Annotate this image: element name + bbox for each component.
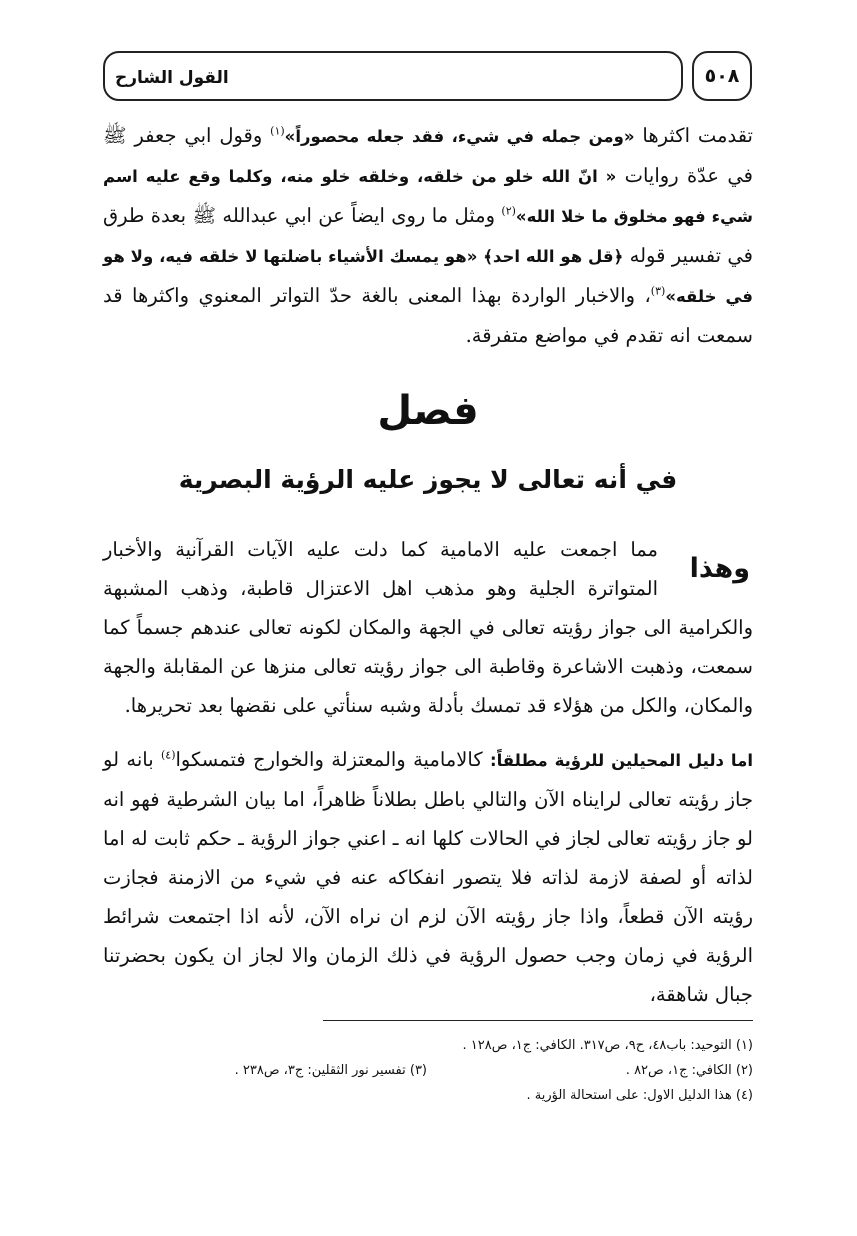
opening-word: وهذا	[689, 553, 750, 584]
text-run: تقدمت اكثرها	[634, 124, 753, 147]
footnote-ref: (١)	[270, 124, 285, 138]
footnote-4: (٤) هذا الدليل الاول: على استحالة الؤرية .	[526, 1088, 753, 1103]
text-run: ومثل ما روى ايضاً عن ابي عبدالله	[216, 204, 502, 227]
text-run: كالامامية والمعتزلة والخوارج فتمسكوا	[175, 748, 490, 771]
honorific-symbol: ﷺ	[192, 204, 217, 227]
argument-paragraph	[103, 740, 753, 1014]
text-run: بعدة طرق في تفسير قوله	[103, 204, 754, 267]
footnote-separator	[323, 1020, 753, 1021]
page-number: ٥٠٨	[704, 65, 740, 87]
footnote-3: (٣) تفسير نور الثقلين: ج٣، ص٢٣٨ .	[234, 1063, 427, 1078]
quran-and-hadith-quote: ﴿قل هو الله احد﴾ «هو يمسك الأشياء باضلتها لا خلقه فيه، ولا هو في خلقه»	[103, 247, 753, 306]
section-heading: فصل	[377, 388, 479, 434]
footnote-ref: (٣)	[650, 284, 666, 298]
hadith-quote: «ومن جمله في شيء، فقد جعله محصوراً»	[284, 127, 635, 146]
top-paragraph	[103, 116, 753, 355]
header-title-frame	[103, 51, 683, 101]
footnote-ref: (٢)	[501, 204, 516, 218]
header-page-number-frame	[692, 51, 752, 101]
footnote-ref: (٤)	[161, 748, 176, 762]
text-run: في عدّة روايات	[616, 164, 753, 187]
footnote-2: (٢) الكافي: ج١، ص٨٢ .	[625, 1063, 753, 1078]
text-run: وقول ابي جعفر	[126, 124, 271, 147]
section-subheading: في أنه تعالى لا يجوز عليه الرؤية البصرية	[178, 465, 678, 494]
honorific-symbol: ﷺ	[103, 124, 127, 147]
text-run: ، والاخبار الواردة بهذا المعنى بالغة حدّ التواتر المعنوي واكثرها قد سمعت انه تقدم في مواضع متفرقة.	[103, 284, 753, 347]
text-run: بانه لو جاز رؤيته تعالى لرايناه الآن والتالي باطل بطلاناً ظاهراً، اما بيان الشرطية فهو انه لو جاز رؤيته تعالى لجاز في الحالات كلها انه ـ اعني جواز الرؤية ـ حكم ثابت له اما لذاته أو لصفة لازمة لذاته فلا يتصور انفكاكه عنه في شيء من الازمنة فجازت رؤيته الآن قطعاً، واذا جاز رؤيته الآن لزم ان نراه الآن، لأنه اذا اجتمعت شرائط الرؤية في زمان وجب حصول الرؤية في ذلك الزمان والا لجاز ان يكون بحضرتنا جبال شاهقة،	[103, 748, 753, 1006]
main-paragraph-line-2: المتواترة الجلية وهو مذهب اهل الاعتزال قاطبة، وذهب المشبهة	[103, 577, 658, 600]
book-title: القول الشارح	[115, 68, 229, 88]
hadith-quote: « انّ الله خلو من خلقه، وخلقه خلو منه، وكلما وقع عليه اسم شيء فهو مخلوق ما خلا الله»	[103, 167, 753, 226]
main-paragraph-line-1: مما اجمعت عليه الامامية كما دلت عليه الآيات القرآنية والأخبار	[103, 538, 658, 561]
argument-heading: اما دليل المحيلين للرؤية مطلقاً:	[489, 751, 753, 770]
main-paragraph-rest: والكرامية الى جواز رؤيته تعالى في الجهة والمكان لكونه تعالى عندهم جسماً كما سمعت، وذهبت الاشاعرة وقاطبة الى جواز رؤيته تعالى منزها عن المقابلة والجهة والمكان، والكل من هؤلاء قد تمسك بأدلة وشبه سنأتي على نقضها بعد تحريرها.	[103, 616, 753, 717]
footnote-1: (١) التوحيد: باب٤٨، ح٩، ص٣١٧. الكافي: ج١، ص١٢٨ .	[462, 1038, 753, 1053]
